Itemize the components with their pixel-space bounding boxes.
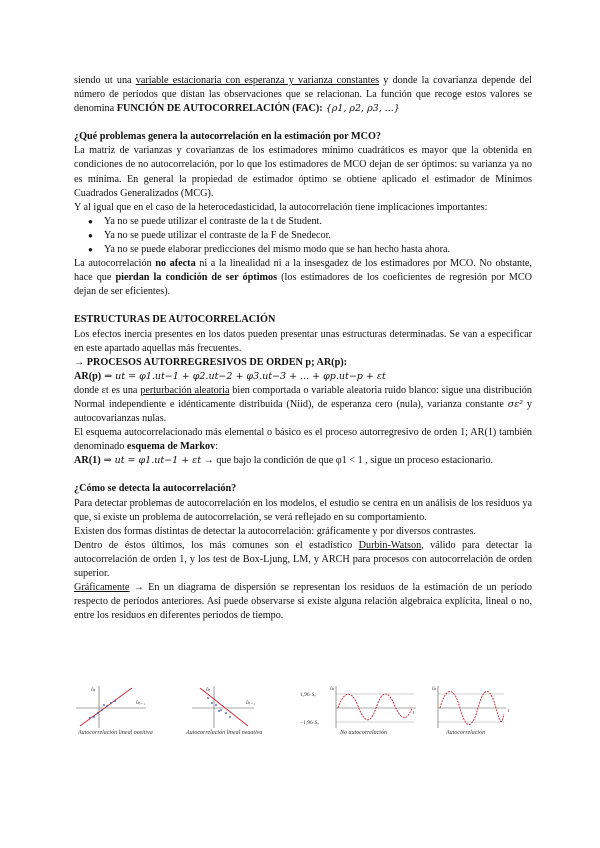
- axis-label: t: [413, 710, 415, 716]
- paragraph-residuals: Para detectar problemas de autocorrelación en los modelos, el estudio se centra en un análisis de los residuos ya que, si existe un problema de autocorrelación, se verá reflejado en su comportamiento.: [74, 497, 532, 523]
- heading-structures: ESTRUCTURAS DE AUTOCORRELACIÓN: [74, 314, 276, 326]
- paragraph-methods: Existen dos formas distintas de detectar la autocorrelación: gráficamente y por diversos contrastes.: [74, 525, 476, 537]
- text: siendo ut una: [74, 75, 136, 86]
- text: y donde la covarianza depende del número de períodos que distan las observaciones que se relacionan. La función que recoge estos valores se denomina: [74, 75, 532, 115]
- list-item: ● Ya no se puede utilizar el contraste de la t de Student.: [104, 215, 532, 229]
- axis-label: ûₜ: [330, 686, 335, 692]
- list-item: ● Ya no se puede utilizar el contraste de la F de Snedecor.: [104, 229, 532, 243]
- formula-label: AR(1): [74, 455, 101, 467]
- text: ni a la linealidad ni a la insesgadez de los estimadores por MCO. No obstante, hace que: [74, 258, 532, 284]
- formula-ar1: [74, 454, 532, 468]
- implications-list: [74, 215, 532, 257]
- fac-term: FUNCIÓN DE AUTOCORRELACIÓN (FAC):: [116, 103, 323, 115]
- text: El esquema autocorrelacionado más elemental o básico es el proceso autorregresivo de orden 1; AR(1) también denominado: [74, 427, 532, 453]
- paragraph-markov: [74, 426, 532, 454]
- text: La autocorrelación: [74, 258, 156, 270]
- fac-set: {ρ1, ρ2, ρ3, ...}: [322, 103, 400, 115]
- figure-caption: No autocorrelación: [340, 730, 387, 734]
- paragraph-inertia: Los efectos inercia presentes en los datos pueden presentar unas estructuras determinadas. Se van a especificar en este apartado aquellas más frecuentes.: [74, 328, 532, 354]
- figure-positive-autocorrelation: [76, 686, 153, 734]
- axis-label: ûₜ: [91, 687, 96, 693]
- sigma-symbol: σε²: [507, 398, 524, 410]
- paragraph-effects: [74, 257, 532, 299]
- paragraph-graphic: [74, 581, 532, 623]
- formula-text: ⇒ ut = φ1.ut−1 + εt: [100, 455, 202, 467]
- figure-caption: Autocorrelación lineal negativa: [186, 730, 263, 734]
- document-body: [74, 74, 532, 623]
- text: → En un diagrama de dispersión se representan los residuos de la estimación de un período respecto de períodos anteriores. Así puede observarse si existe alguna relación algebraica explícita, lineal o no, entre los residuos en diferentes períodos de tiempo.: [74, 582, 532, 622]
- axis-label: ûₜ₋₁: [246, 700, 256, 706]
- text: bien comportada o variable aleatoria ruido blanco: sigue una distribución Normal independiente e idénticamente distribuida (Niid), de esperanza cero (nula), varianza constante: [74, 384, 532, 410]
- underlined-term: perturbación aleatoria: [140, 384, 230, 396]
- paragraph-implications: Y al igual que en el caso de la heterocedasticidad, la autocorrelación tiene implicaciones importantes:: [74, 201, 488, 213]
- text: (los estimadores de los coeficientes de regresión por MCO dejan de ser eficientes).: [74, 272, 532, 298]
- text: , válido para detectar la autocorrelación de orden 1, y los test de Box-Ljung, LM, y ARCH para procesos con autocorrelación de orden superior.: [74, 539, 532, 579]
- heading-detection: ¿Cómo se detecta la autocorrelación?: [74, 483, 237, 495]
- text: Dentro de éstos últimos, los más comunes son el estadístico: [74, 539, 359, 551]
- lower-bound-label: −1,96·Sₑ: [300, 720, 320, 726]
- paragraph-variance: La matriz de varianzas y covarianzas de los estimadores mínimo cuadráticos es mayor que la obtenida en condiciones de no autocorrelación, por lo que los estimadores de MCO dejan de ser óptimos: su varianza ya no es mínima. En general la propiedad de estimador óptimo se obtiene aplicado el estimador de Mínimos Cuadrados Generalizados (MCG).: [74, 145, 532, 199]
- upper-bound-label: 1,96·Sₑ: [300, 692, 316, 698]
- axis-label: ûₜ: [432, 686, 437, 692]
- paragraph-tests: [74, 539, 532, 581]
- paragraph-fac: [74, 74, 532, 116]
- figure-caption: Autocorrelación: [446, 730, 486, 734]
- figure-caption: Autocorrelación lineal positiva: [78, 730, 153, 734]
- list-item: ● Ya no se puede elaborar predicciones del mismo modo que se han hecho hasta ahora.: [104, 243, 532, 257]
- bold-term: esquema de Markov: [126, 441, 216, 453]
- axis-label: ûₜ₋₁: [136, 700, 146, 706]
- text: y autocovarianzas nulas.: [74, 398, 533, 425]
- figure-no-autocorrelation: [300, 686, 416, 734]
- formula-text: ⇒ ut = φ1.ut−1 + φ2.ut−2 + φ3.ut−3 + ... + φp.ut−p + εt: [101, 370, 386, 382]
- bold-term: pierdan la condición de ser óptimos: [115, 272, 278, 284]
- formula-label: AR(p): [74, 370, 102, 382]
- heading-problems: ¿Qué problemas genera la autocorrelación en la estimación por MCO?: [74, 131, 382, 143]
- underlined-term: Gráficamente: [74, 582, 130, 594]
- figure-negative-autocorrelation: [185, 686, 262, 734]
- formula-arp: [74, 370, 532, 384]
- residual-figures: [74, 684, 534, 734]
- figure-autocorrelation: [432, 686, 510, 734]
- bold-term: no afecta: [155, 258, 196, 270]
- underlined-term: variable estacionaria con esperanza y varianza constantes: [135, 75, 380, 86]
- underlined-term: Durbin-Watson: [358, 539, 422, 551]
- heading-ar-processes: → PROCESOS AUTORREGRESIVOS DE ORDEN p; AR(p):: [74, 356, 348, 368]
- paragraph-white-noise: [74, 384, 532, 426]
- text: donde εt es una: [74, 384, 141, 396]
- text: → que bajo la condición de que φ1 < 1 , sigue un proceso estacionario.: [201, 455, 494, 467]
- axis-label: t: [508, 708, 510, 714]
- axis-label: ûₜ: [206, 687, 211, 693]
- text: :: [215, 441, 219, 453]
